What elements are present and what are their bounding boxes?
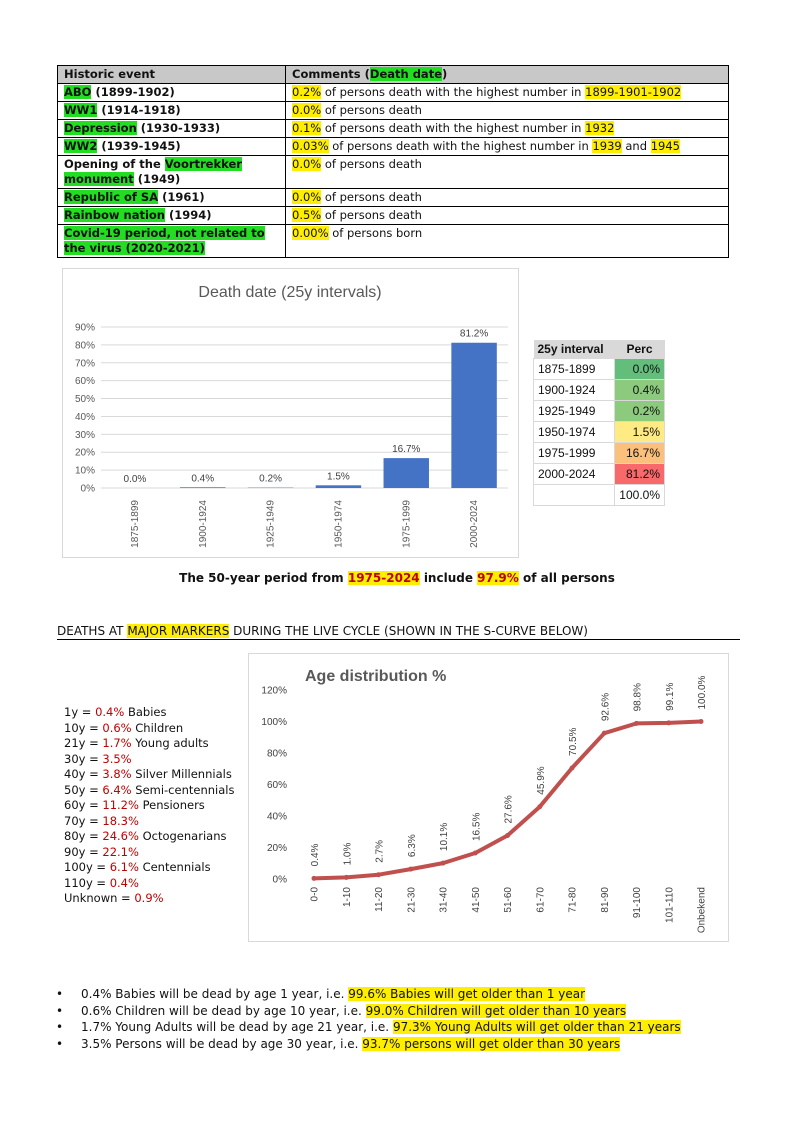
x-tick-label: 2000-2024: [469, 500, 481, 548]
data-point: [505, 833, 510, 838]
bullet-text: 3.5% Persons will be dead by age 30 year, i.e.: [81, 1036, 363, 1051]
y-tick-label: 60%: [266, 780, 287, 791]
event-cell: [58, 102, 286, 120]
table-row: [58, 102, 729, 120]
marker-pct: 0.6%: [102, 720, 132, 735]
marker-item: [64, 767, 234, 783]
section-heading-post: DURING THE LIVE CYCLE (SHOWN IN THE S-CURVE BELOW): [229, 624, 588, 638]
event-name: WW1: [64, 103, 98, 117]
marker-item: [64, 814, 234, 830]
interval-label: 1900-1924: [534, 380, 615, 401]
marker-age: 80y =: [64, 829, 103, 843]
marker-age: 1y =: [64, 705, 96, 719]
bar-data-label: 1.5%: [327, 471, 350, 483]
marker-pct: 18.3%: [102, 813, 139, 828]
data-point: [634, 721, 639, 726]
x-tick-label: 1900-1924: [197, 500, 209, 548]
marker-item: [64, 705, 234, 721]
comment-year: 1945: [650, 139, 680, 153]
bar: [384, 458, 429, 488]
point-data-label: 70.5%: [568, 727, 579, 756]
interval-label: 1975-1999: [534, 443, 615, 464]
event-prefix: Opening of the: [64, 157, 165, 171]
interval-value: 1.5%: [615, 422, 665, 443]
event-cell: [58, 207, 286, 225]
event-name: ABO: [64, 85, 92, 99]
chart-title: Age distribution %: [305, 668, 447, 685]
data-point: [537, 804, 542, 809]
marker-age: 60y =: [64, 798, 103, 812]
point-data-label: 16.5%: [471, 812, 483, 842]
bar-data-label: 81.2%: [459, 328, 489, 340]
bullet-highlight: 97.3% Young Adults will get older than 21 years: [392, 1020, 681, 1034]
event-years: (1939-1945): [97, 139, 181, 153]
event-cell: [58, 156, 286, 189]
interval-value: 16.7%: [615, 443, 665, 464]
y-tick-label: 0%: [272, 874, 287, 886]
marker-item: [64, 860, 234, 876]
x-tick-label: 21-30: [406, 887, 418, 913]
header-comments-prefix: Comments (: [292, 67, 370, 81]
bar: [316, 485, 361, 488]
bullet-dot: •: [56, 987, 64, 1001]
comment-cell: [286, 84, 729, 102]
marker-label: Babies: [124, 705, 167, 719]
interval-header-perc: Perc: [615, 340, 665, 359]
point-data-label: 98.8%: [632, 683, 644, 712]
marker-pct: 0.4%: [95, 705, 125, 719]
summary-post: of all persons: [518, 571, 615, 585]
section-heading-pre: DEATHS AT: [57, 624, 128, 638]
list-item: [56, 1003, 681, 1020]
summary-pct: 97.9%: [477, 571, 519, 585]
summary-mid: include: [419, 571, 478, 585]
x-tick-label: 1-10: [341, 887, 353, 908]
comment-text: of persons death: [321, 103, 422, 117]
comment-text: of persons death with the highest number in: [321, 85, 586, 99]
bar-data-label: 0.0%: [123, 474, 147, 485]
interval-row: [534, 464, 665, 485]
marker-age: 90y =: [64, 844, 103, 859]
summary-period: 1975-2024: [347, 571, 420, 585]
marker-age: Unknown =: [64, 891, 135, 905]
x-tick-label: 1925-1949: [265, 500, 277, 548]
x-tick-label: 101-110: [664, 887, 676, 923]
bullet-text: 1.7% Young Adults will be dead by age 21 year, i.e.: [81, 1020, 393, 1034]
data-point: [441, 861, 446, 866]
x-tick-label: 51-60: [503, 887, 514, 913]
comment-cell: [286, 207, 729, 225]
comment-pct: 0.0%: [292, 190, 322, 204]
bullet-text: 0.6% Children will be dead by age 10 year, i.e.: [81, 1003, 366, 1018]
event-name: Rainbow nation: [64, 208, 165, 222]
x-tick-label: 81-90: [599, 887, 611, 913]
bullet-dot: •: [56, 1020, 64, 1034]
marker-age: 70y =: [64, 813, 103, 828]
y-tick-label: 80%: [74, 340, 95, 352]
comment-pct: 0.03%: [292, 139, 329, 153]
marker-item: [64, 876, 234, 892]
comment-pct: 0.5%: [292, 208, 322, 222]
comment-text: of persons death: [321, 190, 422, 204]
marker-item: [64, 798, 234, 814]
x-tick-label: Onbekend: [696, 887, 708, 934]
marker-age: 100y =: [64, 860, 110, 874]
interval-value: 0.2%: [615, 401, 665, 422]
data-point: [312, 876, 317, 881]
bar-chart-svg: [63, 269, 518, 557]
marker-pct: 22.1%: [102, 844, 139, 859]
marker-label: Semi-centennials: [131, 782, 235, 797]
interval-value: 0.4%: [615, 380, 665, 401]
event-name: Republic of SA: [64, 190, 159, 204]
comment-text: of persons death: [321, 157, 422, 171]
table-header-row: [58, 66, 729, 84]
point-data-label: 0.4%: [310, 843, 321, 867]
event-years: (1961): [158, 190, 205, 204]
data-point: [344, 875, 349, 880]
y-tick-label: 120%: [261, 685, 287, 697]
comment-cell: [286, 189, 729, 207]
marker-pct: 6.4%: [102, 782, 132, 797]
marker-item: [64, 721, 234, 737]
age-markers-list: [64, 705, 234, 907]
marker-item: [64, 845, 234, 861]
y-tick-label: 0%: [80, 483, 95, 495]
bar-data-label: 0.2%: [259, 473, 282, 485]
point-data-label: 92.6%: [600, 692, 612, 722]
table-row: [58, 156, 729, 189]
marker-age: 50y =: [64, 782, 103, 797]
comment-cell: [286, 156, 729, 189]
bullet-highlight: 93.7% persons will get older than 30 years: [362, 1036, 621, 1051]
data-point: [473, 851, 478, 856]
interval-total-row: [534, 485, 665, 506]
table-row: [58, 207, 729, 225]
point-data-label: 27.6%: [503, 795, 515, 824]
y-tick-label: 90%: [74, 322, 95, 334]
y-tick-label: 20%: [266, 843, 287, 854]
comment-cell: [286, 225, 729, 258]
comment-pct: 0.00%: [292, 226, 329, 240]
list-item: [56, 1019, 681, 1036]
bar-data-label: 16.7%: [392, 444, 421, 456]
y-tick-label: 80%: [266, 748, 287, 760]
marker-item: [64, 736, 234, 752]
comment-pct: 0.2%: [292, 85, 322, 99]
x-tick-label: 61-70: [535, 887, 547, 913]
interval-label: 1875-1899: [534, 359, 615, 380]
comment-text: of persons death with the highest number in: [321, 121, 586, 135]
interval-label: 2000-2024: [534, 464, 615, 485]
marker-pct: 6.1%: [109, 860, 139, 874]
y-tick-label: 60%: [74, 376, 95, 388]
interval-label: 1950-1974: [534, 422, 615, 443]
death-date-bar-chart: [62, 268, 519, 558]
summary-line: [0, 571, 794, 585]
marker-pct: 24.6%: [102, 829, 139, 843]
interval-total-value: 100.0%: [615, 485, 665, 506]
bullet-dot: •: [56, 1003, 64, 1018]
data-point: [376, 872, 381, 877]
header-comments-suffix: ): [442, 67, 448, 81]
comment-text: of persons death: [321, 208, 422, 222]
comment-cell: [286, 120, 729, 138]
marker-item: [64, 891, 234, 907]
point-data-label: 2.7%: [374, 839, 386, 863]
x-tick-label: 41-50: [470, 887, 482, 913]
interval-table: [533, 340, 665, 506]
comment-and: and: [621, 139, 651, 153]
comment-year: 1932: [585, 121, 615, 135]
line-chart-svg: [249, 654, 728, 941]
point-data-label: 6.3%: [406, 834, 418, 858]
interval-row: [534, 359, 665, 380]
table-row: [58, 120, 729, 138]
header-comments: [286, 66, 729, 84]
y-tick-label: 50%: [74, 394, 95, 406]
marker-pct: 0.4%: [109, 875, 139, 890]
comment-cell: [286, 138, 729, 156]
comment-cell: [286, 102, 729, 120]
table-row: [58, 138, 729, 156]
event-cell: [58, 120, 286, 138]
comment-text: of persons death with the highest number in: [328, 139, 593, 153]
interval-total-label: [534, 485, 615, 506]
marker-item: [64, 783, 234, 799]
event-years: (1994): [164, 208, 212, 222]
y-tick-label: 20%: [74, 447, 95, 459]
marker-pct: 0.9%: [134, 891, 164, 905]
interval-row: [534, 422, 665, 443]
data-point: [570, 765, 575, 770]
event-name: WW2: [64, 139, 98, 153]
marker-pct: 3.5%: [102, 751, 132, 766]
event-years: (1899-1902): [91, 85, 175, 99]
interval-value: 0.0%: [615, 359, 665, 380]
interval-row: [534, 380, 665, 401]
table-row: [58, 189, 729, 207]
header-comments-highlight: Death date: [369, 67, 442, 81]
x-tick-label: 0-0: [309, 887, 321, 902]
table-row: [58, 84, 729, 102]
interval-value: 81.2%: [615, 464, 665, 485]
bullet-highlight: 99.6% Babies will get older than 1 year: [348, 987, 586, 1001]
marker-age: 10y =: [64, 720, 103, 735]
comment-pct: 0.1%: [292, 121, 322, 135]
chart-title: Death date (25y intervals): [198, 284, 382, 301]
interval-header-row: [534, 340, 665, 359]
marker-item: [64, 829, 234, 845]
y-tick-label: 40%: [266, 811, 287, 823]
event-name: Covid-19 period, not related to the virus (2020-2021): [64, 226, 265, 255]
events-body: [58, 84, 729, 258]
comment-year: 1899-1901-1902: [585, 85, 682, 99]
list-item: [56, 1036, 681, 1053]
comment-text: of persons born: [328, 226, 423, 240]
x-tick-label: 1975-1999: [401, 500, 413, 548]
y-tick-label: 100%: [261, 717, 287, 728]
comment-pct: 0.0%: [292, 157, 322, 171]
event-cell: [58, 189, 286, 207]
point-data-label: 10.1%: [439, 822, 450, 852]
bar-data-label: 0.4%: [191, 473, 215, 485]
historic-events-table: [57, 65, 729, 258]
event-years: (1914-1918): [97, 103, 181, 117]
point-data-label: 45.9%: [535, 766, 547, 795]
comment-year: 1939: [592, 139, 622, 153]
event-years: (1949): [133, 172, 181, 186]
event-name: Depression: [64, 121, 137, 135]
data-point: [602, 731, 607, 736]
y-tick-label: 40%: [74, 411, 95, 423]
header-historic-event: Historic event: [58, 66, 286, 84]
marker-pct: 1.7%: [102, 736, 132, 750]
marker-age: 40y =: [64, 767, 103, 781]
point-data-label: 100.0%: [697, 675, 708, 710]
comment-pct: 0.0%: [292, 103, 322, 117]
interval-body: [534, 359, 665, 506]
y-tick-label: 30%: [74, 429, 95, 441]
point-data-label: 1.0%: [342, 842, 354, 866]
marker-pct: 3.8%: [102, 767, 132, 781]
data-point: [666, 720, 671, 725]
x-tick-label: 1950-1974: [333, 500, 345, 548]
marker-label: Silver Millennials: [131, 767, 232, 781]
section-heading-highlight: MAJOR MARKERS: [127, 624, 230, 638]
y-tick-label: 70%: [74, 358, 95, 370]
bar: [451, 343, 496, 488]
marker-pct: 11.2%: [102, 798, 139, 812]
data-point: [699, 719, 704, 724]
summary-pre: The 50-year period from: [179, 571, 348, 585]
data-point: [408, 867, 413, 872]
bar: [180, 487, 225, 488]
x-tick-label: 11-20: [374, 887, 385, 912]
event-years: (1930-1933): [136, 121, 221, 135]
marker-age: 21y =: [64, 736, 103, 750]
section-heading: [57, 624, 740, 640]
marker-age: 30y =: [64, 751, 103, 766]
event-cell: [58, 84, 286, 102]
marker-label: Octogenarians: [138, 829, 227, 843]
event-cell: [58, 138, 286, 156]
y-tick-label: 10%: [74, 465, 95, 477]
point-data-label: 99.1%: [664, 682, 676, 711]
table-row: [58, 225, 729, 258]
bullet-text: 0.4% Babies will be dead by age 1 year, i.e.: [81, 987, 349, 1001]
age-distribution-chart: [248, 653, 729, 942]
event-name: Voortrekker monument: [64, 157, 242, 186]
event-cell: [58, 225, 286, 258]
marker-age: 110y =: [64, 875, 110, 890]
marker-label: Pensioners: [138, 798, 205, 812]
x-tick-label: 71-80: [567, 887, 579, 913]
bullet-dot: •: [56, 1036, 64, 1051]
bullet-highlight: 99.0% Children will get older than 10 years: [365, 1003, 627, 1018]
interval-header-label: 25y interval: [534, 340, 615, 359]
marker-label: Centennials: [138, 860, 211, 874]
marker-label: Young adults: [131, 736, 209, 750]
list-item: [56, 986, 681, 1003]
x-tick-label: 1875-1899: [129, 500, 141, 548]
interval-label: 1925-1949: [534, 401, 615, 422]
x-tick-label: 31-40: [438, 887, 450, 913]
interval-row: [534, 443, 665, 464]
marker-label: Children: [131, 720, 184, 735]
x-tick-label: 91-100: [632, 887, 643, 919]
marker-item: [64, 752, 234, 768]
interval-row: [534, 401, 665, 422]
bullet-list: [56, 986, 681, 1052]
